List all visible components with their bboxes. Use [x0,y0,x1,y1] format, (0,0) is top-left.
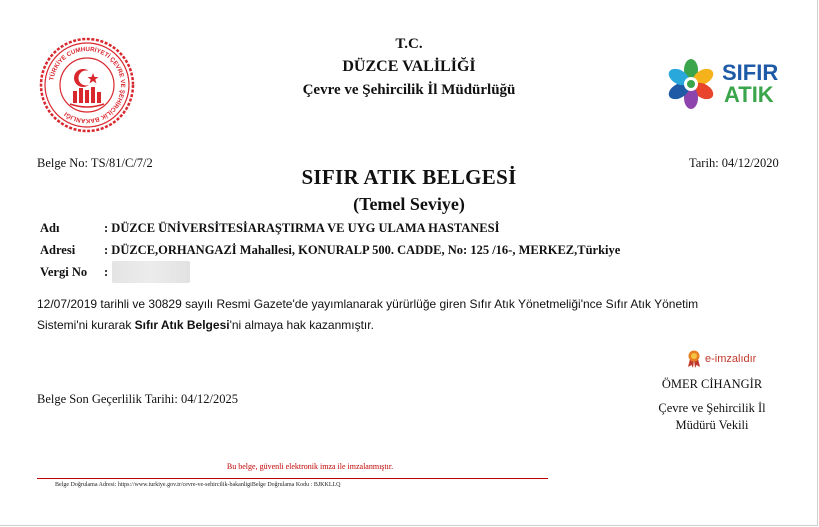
footer-divider [37,478,548,479]
certificate-body [37,294,797,336]
body-line-2-bold: Sıfır Atık Belgesi [134,318,230,332]
verification-info: Belge Doğrulama Adresi: https://www.turkiye.gov.tr/cevre-ve-sehircilik-bakanligiBelge Doğrulama Kodu : BJKKLLQ [55,482,341,488]
field-value-tax-number: : [104,265,109,279]
e-signature-label: e-imzalıdır [705,353,757,365]
document-number: Belge No: TS/81/C/7/2 [37,156,153,170]
field-label-name: Adı [40,221,60,235]
validity-date: Belge Son Geçerlilik Tarihi: 04/12/2025 [37,392,238,406]
body-line-2-post: 'ni almaya hak kazanmıştır. [229,318,374,332]
header-governorship: DÜZCE VALİLİĞİ [342,58,476,75]
seal-emblem-icon [38,36,136,134]
ministry-seal [38,36,136,134]
header-directorate: Çevre ve Şehircilik İl Müdürlüğü [302,82,516,98]
ribbon-award-icon [687,350,701,368]
document-date: Tarih: 04/12/2020 [689,156,779,170]
field-label-tax-number: Vergi No [40,265,88,279]
field-value-name: : DÜZCE ÜNİVERSİTESİARAŞTIRMA VE UYG ULAMA HASTANESİ [104,221,500,235]
body-line-2 [37,315,797,336]
logo-word-sifir: SIFIR [722,60,779,85]
e-signature-badge [687,350,756,368]
signer-title-line-1: Çevre ve Şehircilik İl [658,401,766,415]
signer-title-line-2: Müdürü Vekili [675,418,749,432]
electronic-signature-notice: Bu belge, güvenli elektronik imza ile imzalanmıştır. [226,462,394,471]
body-line-1: 12/07/2019 tarihli ve 30829 sayılı Resmi Gazete'de yayımlanarak yürürlüğe giren Sıfır Atık Yönetmeliği'nce Sıfır Atık Yönetim [37,297,699,311]
certificate-level: (Temel Seviye) [353,194,465,214]
sifir-atik-logo [664,57,789,112]
certificate-title: SIFIR ATIK BELGESİ [301,165,517,189]
field-value-address: : DÜZCE,ORHANGAZİ Mahallesi, KONURALP 500. CADDE, No: 125 /16-, MERKEZ,Türkiye [104,243,621,257]
seal-ring-text: TÜRKİYE CUMHURİYETİ ÇEVRE VE ŞEHİRCİLİK BAKANLIĞI [48,45,127,125]
redacted-tax-number [112,261,190,283]
header-tc: T.C. [395,36,423,52]
signer-name: ÖMER CİHANGİR [661,377,763,391]
body-line-2-pre: Sistemi'ni kurarak [37,318,135,332]
flower-logo-icon [664,57,718,111]
field-label-address: Adresi [40,243,76,257]
logo-word-atik: ATIK [724,82,774,107]
